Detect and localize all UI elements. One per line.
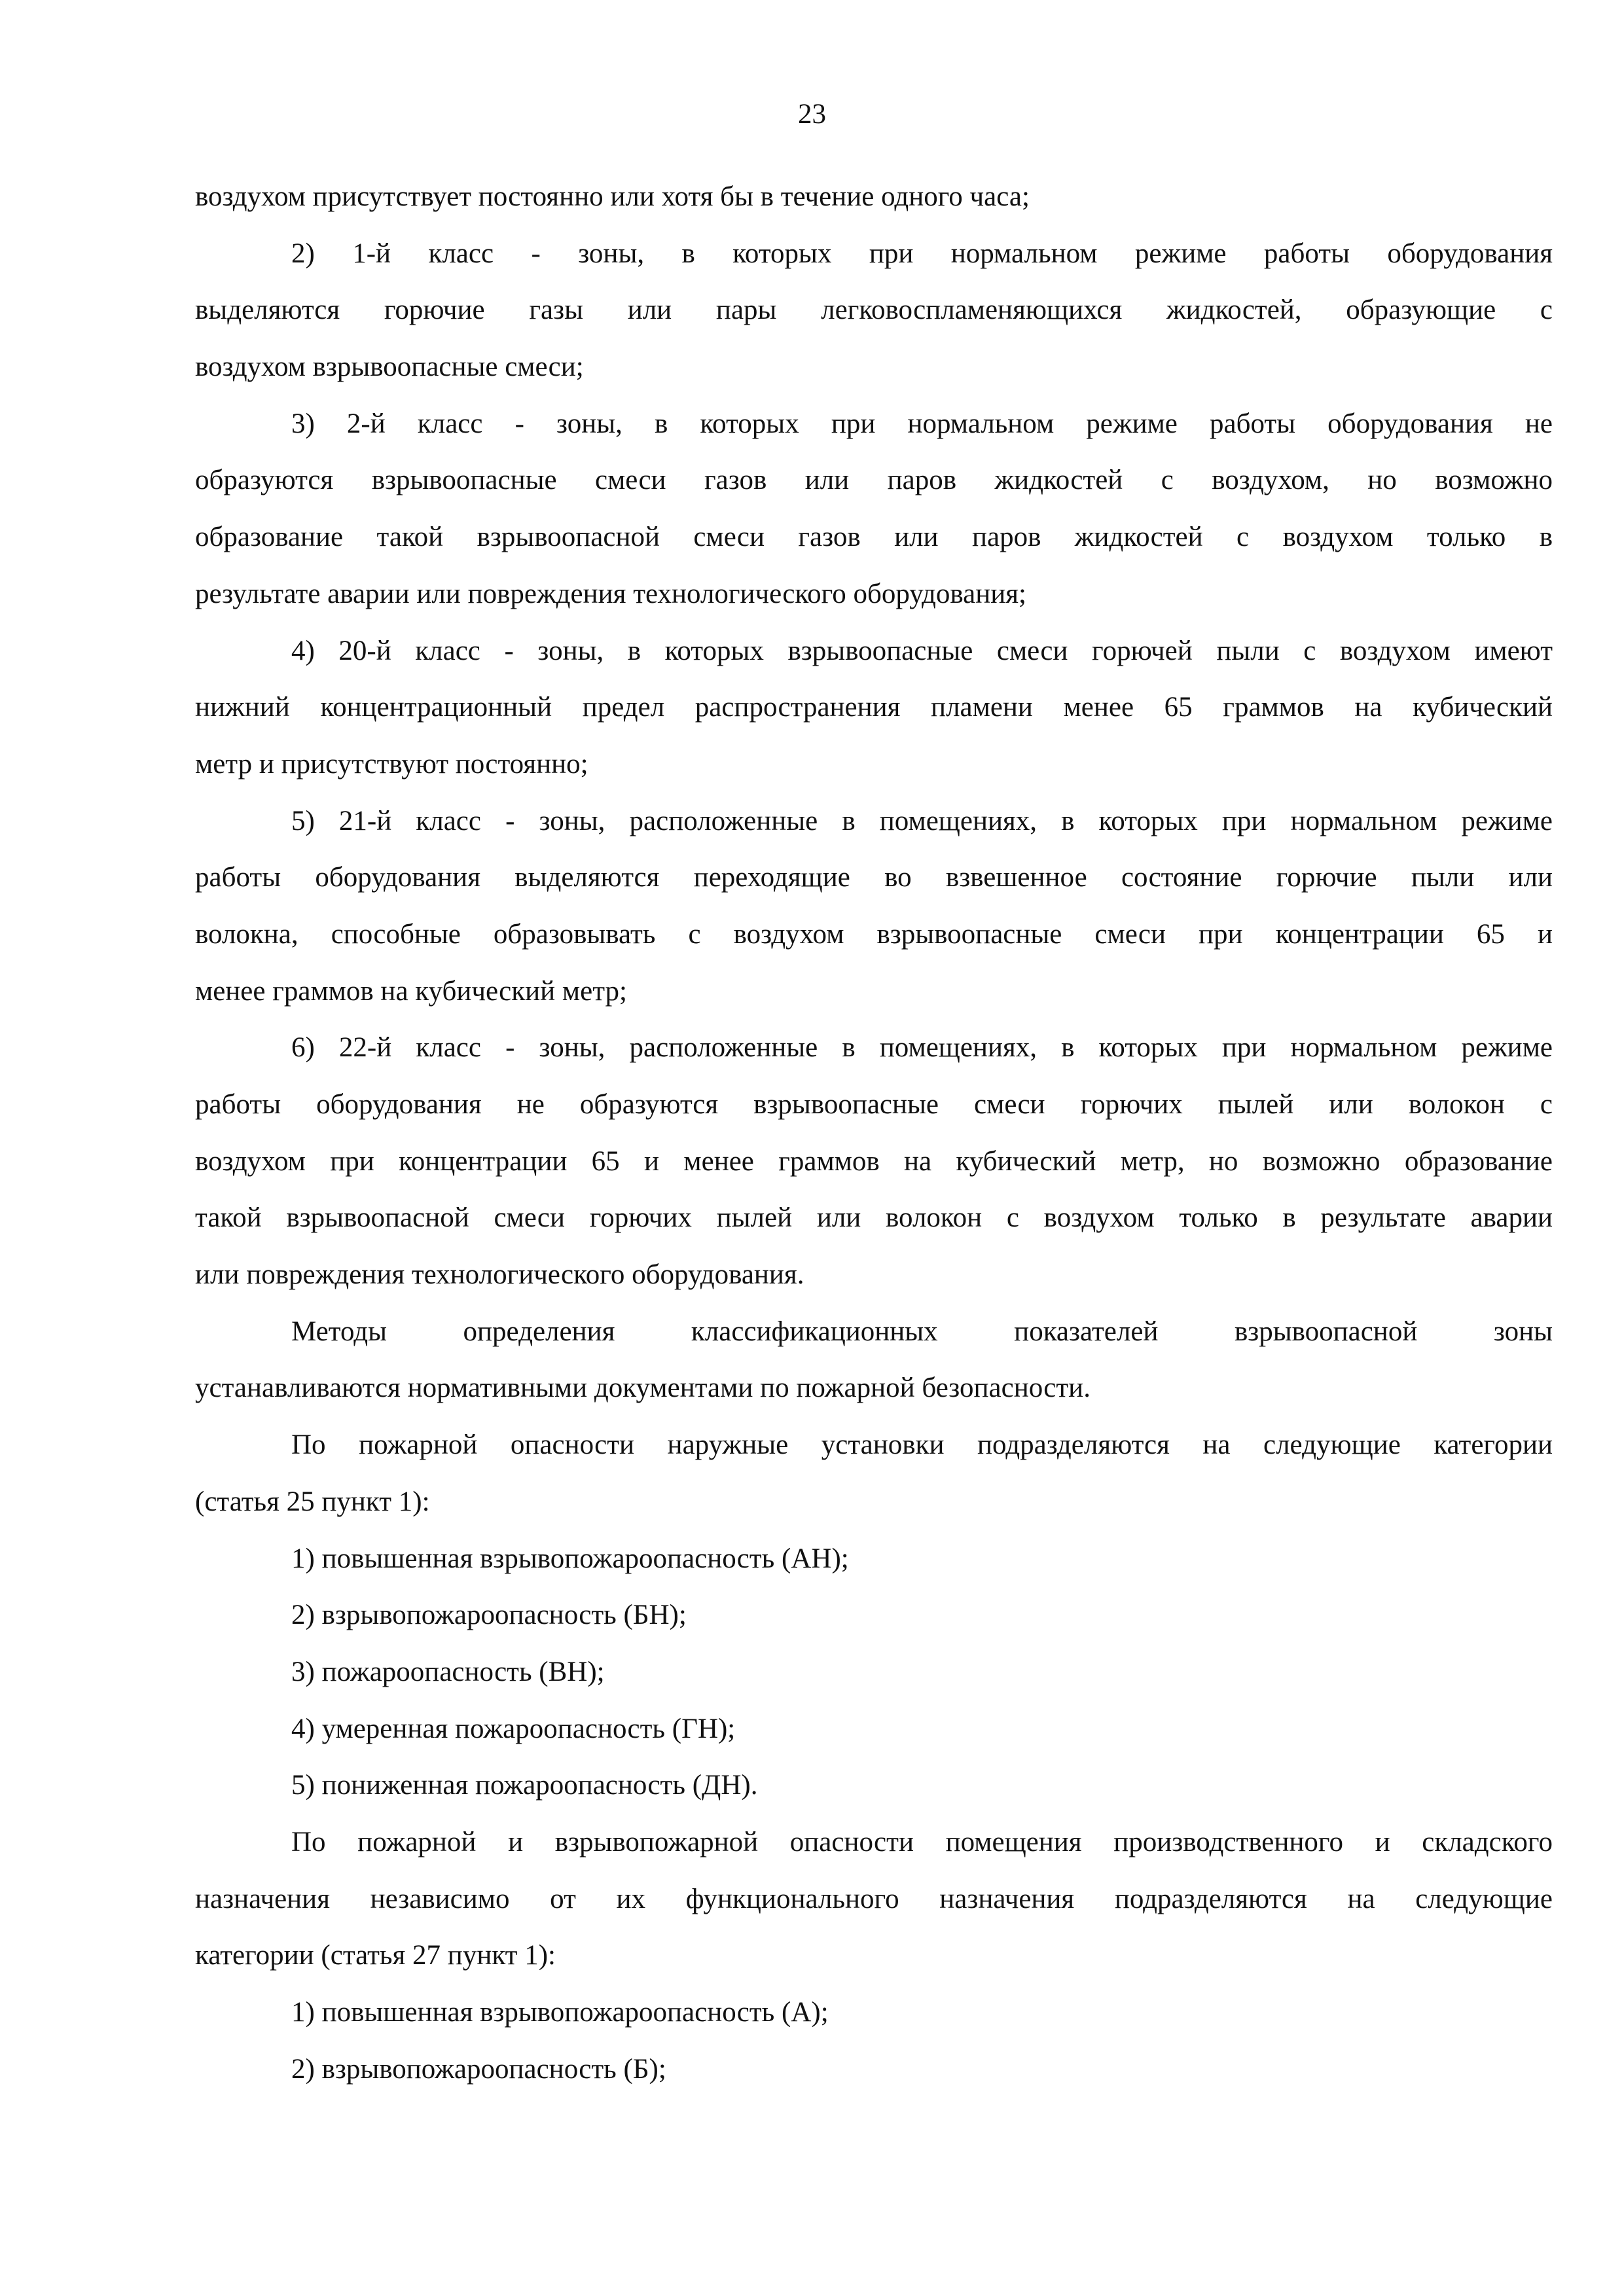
text-line: образование такой взрывоопасной смеси газов или паров жидкостей с воздухом только в [195, 522, 1553, 553]
paragraph [195, 1587, 1553, 1644]
text-line: назначения независимо от их функционального назначения подразделяются на следующие [195, 1883, 1553, 1914]
paragraph [195, 1814, 1553, 1984]
text-line: 4) умеренная пожароопасность (ГН); [291, 1713, 736, 1744]
text-line: результате аварии или повреждения технологического оборудования; [195, 578, 1026, 609]
text-line: 3) пожароопасность (ВН); [291, 1656, 605, 1687]
paragraph [195, 1531, 1553, 1588]
text-line: 2) взрывопожароопасность (БН); [291, 1600, 687, 1631]
text-line: нижний концентрационный предел распространения пламени менее 65 граммов на кубический [195, 692, 1553, 723]
paragraph [195, 1701, 1553, 1758]
text-line: 6) 22-й класс - зоны, расположенные в помещениях, в которых при нормальном режиме [291, 1032, 1553, 1064]
text-line: воздухом при концентрации 65 и менее граммов на кубический метр, но возможно образование [195, 1145, 1553, 1177]
text-line: По пожарной опасности наружные установки подразделяются на следующие категории [291, 1429, 1553, 1461]
paragraph [195, 1304, 1553, 1417]
paragraph [195, 169, 1553, 226]
text-line: 3) 2-й класс - зоны, в которых при нормальном режиме работы оборудования не [291, 408, 1553, 439]
text-line: метр и присутствуют постоянно; [195, 748, 588, 780]
paragraph [195, 623, 1553, 793]
text-line: воздухом присутствует постоянно или хотя бы в течение одного часа; [195, 181, 1030, 212]
text-line: работы оборудования выделяются переходящие во взвешенное состояние горючие пыли или [195, 862, 1553, 893]
page-number: 23 [798, 99, 826, 130]
text-line: 2) взрывопожароопасность (Б); [291, 2053, 666, 2085]
text-line: 4) 20-й класс - зоны, в которых взрывоопасные смеси горючей пыли с воздухом имеют [291, 635, 1553, 666]
text-line: работы оборудования не образуются взрывоопасные смеси горючих пылей или волокон с [195, 1089, 1553, 1120]
text-line: 1) повышенная взрывопожароопасность (АН); [291, 1543, 849, 1574]
text-line: или повреждения технологического оборудования. [195, 1259, 804, 1291]
text-line: Методы определения классификационных показателей взрывоопасной зоны [291, 1316, 1553, 1347]
text-line: воздухом взрывоопасные смеси; [195, 351, 584, 383]
text-line: устанавливаются нормативными документами по пожарной безопасности. [195, 1372, 1091, 1404]
document-body [195, 169, 1553, 2098]
paragraph [195, 1644, 1553, 1701]
text-line: образуются взрывоопасные смеси газов или паров жидкостей с воздухом, но возможно [195, 465, 1553, 496]
text-line: По пожарной и взрывопожарной опасности помещения производственного и складского [291, 1826, 1553, 1857]
paragraph [195, 1757, 1553, 1814]
paragraph [195, 1417, 1553, 1530]
text-line: выделяются горючие газы или пары легковоспламеняющихся жидкостей, образующие с [195, 295, 1553, 326]
paragraph [195, 226, 1553, 396]
text-line: волокна, способные образовывать с воздухом взрывоопасные смеси при концентрации 65 и [195, 918, 1553, 950]
text-line: менее граммов на кубический метр; [195, 975, 627, 1007]
paragraph [195, 396, 1553, 623]
text-line: 5) пониженная пожароопасность (ДН). [291, 1770, 758, 1801]
text-line: 2) 1-й класс - зоны, в которых при нормальном режиме работы оборудования [291, 238, 1553, 269]
text-line: 1) повышенная взрывопожароопасность (А); [291, 1997, 829, 2028]
text-line: (статья 25 пункт 1): [195, 1486, 430, 1517]
paragraph [195, 2041, 1553, 2098]
text-line: категории (статья 27 пункт 1): [195, 1940, 556, 1971]
paragraph [195, 1020, 1553, 1303]
paragraph [195, 1984, 1553, 2041]
paragraph [195, 793, 1553, 1020]
text-line: такой взрывоопасной смеси горючих пылей или волокон с воздухом только в результате аварии [195, 1202, 1553, 1234]
text-line: 5) 21-й класс - зоны, расположенные в помещениях, в которых при нормальном режиме [291, 805, 1553, 836]
